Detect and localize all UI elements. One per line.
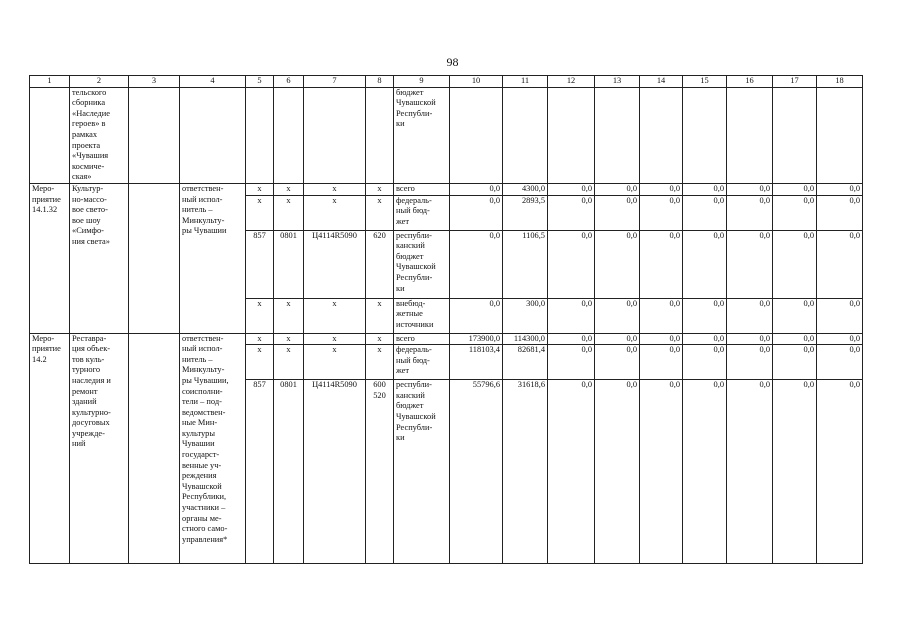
grbs-cell: x xyxy=(246,298,274,333)
header-cell: 12 xyxy=(548,76,595,88)
value-cell: 0,0 xyxy=(640,183,683,195)
page-number: 98 xyxy=(446,55,459,69)
value-cell: 0,0 xyxy=(727,380,773,564)
measure-code-cell: Меро- приятие 14.2 xyxy=(30,333,70,564)
value-cell: 0,0 xyxy=(727,183,773,195)
value-cell: 0,0 xyxy=(683,183,727,195)
header-row xyxy=(30,76,863,88)
continued-name-cell: тельского сборника «Наследие героев» в рамках проекта «Чувашия космиче- ская» xyxy=(70,87,129,183)
value-cell: 0,0 xyxy=(548,298,595,333)
empty-cell xyxy=(246,87,274,183)
header-cell: 6 xyxy=(274,76,304,88)
value-cell: 0,0 xyxy=(817,195,863,230)
section-cell: x xyxy=(274,345,304,380)
header-cell: 3 xyxy=(129,76,180,88)
target-article-cell: x xyxy=(304,333,366,345)
measure-code-cell: Меро- приятие 14.1.32 xyxy=(30,183,70,333)
value-cell: 0,0 xyxy=(595,183,640,195)
value-cell: 0,0 xyxy=(548,333,595,345)
value-cell: 0,0 xyxy=(640,345,683,380)
empty-cell xyxy=(727,87,773,183)
value-cell: 0,0 xyxy=(548,380,595,564)
expense-group-cell: 620 xyxy=(366,230,394,298)
header-cell: 7 xyxy=(304,76,366,88)
value-cell: 0,0 xyxy=(683,298,727,333)
value-cell: 0,0 xyxy=(595,333,640,345)
header-cell: 2 xyxy=(70,76,129,88)
funding-source-cell: республи- канский бюджет Чувашской Республи- ки xyxy=(394,380,450,564)
empty-cell xyxy=(773,87,817,183)
value-cell: 0,0 xyxy=(773,195,817,230)
value-cell: 0,0 xyxy=(773,333,817,345)
funding-source-cell: внебюд- жетные источники xyxy=(394,298,450,333)
budget-table xyxy=(29,75,863,564)
value-cell: 0,0 xyxy=(450,230,503,298)
empty-cell xyxy=(683,87,727,183)
funding-source-cell: федераль- ный бюд- жет xyxy=(394,345,450,380)
value-cell: 0,0 xyxy=(595,195,640,230)
value-cell: 0,0 xyxy=(683,345,727,380)
empty-cell xyxy=(595,87,640,183)
executor-cell: ответствен- ный испол- нитель – Минкульту- ры Чувашии, соисполни- тели – под- ведомствен- ные Мин- культуры Чувашии государст- венные уч- реждения Чувашской Республики, участники – органы ме- стного само- управления* xyxy=(180,333,246,564)
value-cell: 0,0 xyxy=(817,298,863,333)
section-cell: x xyxy=(274,298,304,333)
empty-cell xyxy=(180,87,246,183)
table-row xyxy=(30,333,863,345)
value-cell: 0,0 xyxy=(640,230,683,298)
empty-cell xyxy=(817,87,863,183)
value-cell: 0,0 xyxy=(683,380,727,564)
header-cell: 1 xyxy=(30,76,70,88)
value-cell: 55796,6 xyxy=(450,380,503,564)
empty-cell xyxy=(129,183,180,333)
value-cell: 0,0 xyxy=(727,345,773,380)
header-cell: 16 xyxy=(727,76,773,88)
funding-source-cell: республи- канский бюджет Чувашской Республи- ки xyxy=(394,230,450,298)
header-cell: 9 xyxy=(394,76,450,88)
funding-source-cell: всего xyxy=(394,183,450,195)
header-cell: 13 xyxy=(595,76,640,88)
value-cell: 0,0 xyxy=(683,195,727,230)
value-cell: 31618,6 xyxy=(503,380,548,564)
value-cell: 0,0 xyxy=(817,230,863,298)
section-cell: 0801 xyxy=(274,380,304,564)
header-cell: 5 xyxy=(246,76,274,88)
grbs-cell: x xyxy=(246,183,274,195)
value-cell: 0,0 xyxy=(817,380,863,564)
header-cell: 17 xyxy=(773,76,817,88)
value-cell: 0,0 xyxy=(773,298,817,333)
empty-cell xyxy=(129,333,180,564)
value-cell: 1106,5 xyxy=(503,230,548,298)
value-cell: 0,0 xyxy=(548,230,595,298)
value-cell: 0,0 xyxy=(548,183,595,195)
empty-cell xyxy=(548,87,595,183)
value-cell: 0,0 xyxy=(450,298,503,333)
value-cell: 0,0 xyxy=(640,380,683,564)
expense-group-cell: 600 520 xyxy=(366,380,394,564)
value-cell: 82681,4 xyxy=(503,345,548,380)
header-cell: 8 xyxy=(366,76,394,88)
value-cell: 0,0 xyxy=(773,183,817,195)
value-cell: 4300,0 xyxy=(503,183,548,195)
value-cell: 0,0 xyxy=(817,345,863,380)
value-cell: 0,0 xyxy=(727,195,773,230)
value-cell: 0,0 xyxy=(773,230,817,298)
funding-source-cell: всего xyxy=(394,333,450,345)
value-cell: 0,0 xyxy=(727,298,773,333)
grbs-cell: x xyxy=(246,333,274,345)
value-cell: 0,0 xyxy=(817,333,863,345)
value-cell: 118103,4 xyxy=(450,345,503,380)
empty-cell xyxy=(274,87,304,183)
section-cell: x xyxy=(274,195,304,230)
header-cell: 4 xyxy=(180,76,246,88)
empty-cell xyxy=(366,87,394,183)
header-cell: 14 xyxy=(640,76,683,88)
empty-cell xyxy=(640,87,683,183)
section-cell: x xyxy=(274,183,304,195)
value-cell: 0,0 xyxy=(773,380,817,564)
continuation-row xyxy=(30,87,863,183)
grbs-cell: x xyxy=(246,345,274,380)
value-cell: 0,0 xyxy=(548,195,595,230)
section-cell: 0801 xyxy=(274,230,304,298)
target-article-cell: x xyxy=(304,298,366,333)
value-cell: 0,0 xyxy=(595,345,640,380)
value-cell: 0,0 xyxy=(450,183,503,195)
grbs-cell: x xyxy=(246,195,274,230)
value-cell: 0,0 xyxy=(548,345,595,380)
target-article-cell: x xyxy=(304,345,366,380)
value-cell: 0,0 xyxy=(817,183,863,195)
value-cell: 0,0 xyxy=(727,333,773,345)
value-cell: 0,0 xyxy=(640,195,683,230)
value-cell: 114300,0 xyxy=(503,333,548,345)
value-cell: 0,0 xyxy=(683,230,727,298)
table-row xyxy=(30,183,863,195)
measure-name-cell: Культур- но-массо- вое свето- вое шоу «Симфо- ния света» xyxy=(70,183,129,333)
empty-cell xyxy=(304,87,366,183)
expense-group-cell: x xyxy=(366,183,394,195)
value-cell: 0,0 xyxy=(450,195,503,230)
value-cell: 2893,5 xyxy=(503,195,548,230)
value-cell: 0,0 xyxy=(683,333,727,345)
empty-cell xyxy=(503,87,548,183)
measure-name-cell: Реставра- ция объек- тов куль- турного наследия и ремонт зданий культурно- досуговых учрежде- ний xyxy=(70,333,129,564)
value-cell: 0,0 xyxy=(595,380,640,564)
header-cell: 18 xyxy=(817,76,863,88)
value-cell: 0,0 xyxy=(640,298,683,333)
value-cell: 0,0 xyxy=(727,230,773,298)
value-cell: 173900,0 xyxy=(450,333,503,345)
empty-cell xyxy=(129,87,180,183)
expense-group-cell: x xyxy=(366,345,394,380)
expense-group-cell: x xyxy=(366,298,394,333)
target-article-cell: x xyxy=(304,183,366,195)
value-cell: 0,0 xyxy=(595,298,640,333)
expense-group-cell: x xyxy=(366,195,394,230)
grbs-cell: 857 xyxy=(246,230,274,298)
value-cell: 0,0 xyxy=(773,345,817,380)
empty-cell xyxy=(30,87,70,183)
continued-source-cell: бюджет Чувашской Республи- ки xyxy=(394,87,450,183)
empty-cell xyxy=(450,87,503,183)
funding-source-cell: федераль- ный бюд- жет xyxy=(394,195,450,230)
grbs-cell: 857 xyxy=(246,380,274,564)
executor-cell: ответствен- ный испол- нитель – Минкульту- ры Чувашии xyxy=(180,183,246,333)
header-cell: 15 xyxy=(683,76,727,88)
expense-group-cell: x xyxy=(366,333,394,345)
header-cell: 10 xyxy=(450,76,503,88)
value-cell: 0,0 xyxy=(595,230,640,298)
target-article-cell: Ц4114R5090 xyxy=(304,380,366,564)
target-article-cell: Ц4114R5090 xyxy=(304,230,366,298)
value-cell: 300,0 xyxy=(503,298,548,333)
value-cell: 0,0 xyxy=(640,333,683,345)
header-cell: 11 xyxy=(503,76,548,88)
target-article-cell: x xyxy=(304,195,366,230)
section-cell: x xyxy=(274,333,304,345)
